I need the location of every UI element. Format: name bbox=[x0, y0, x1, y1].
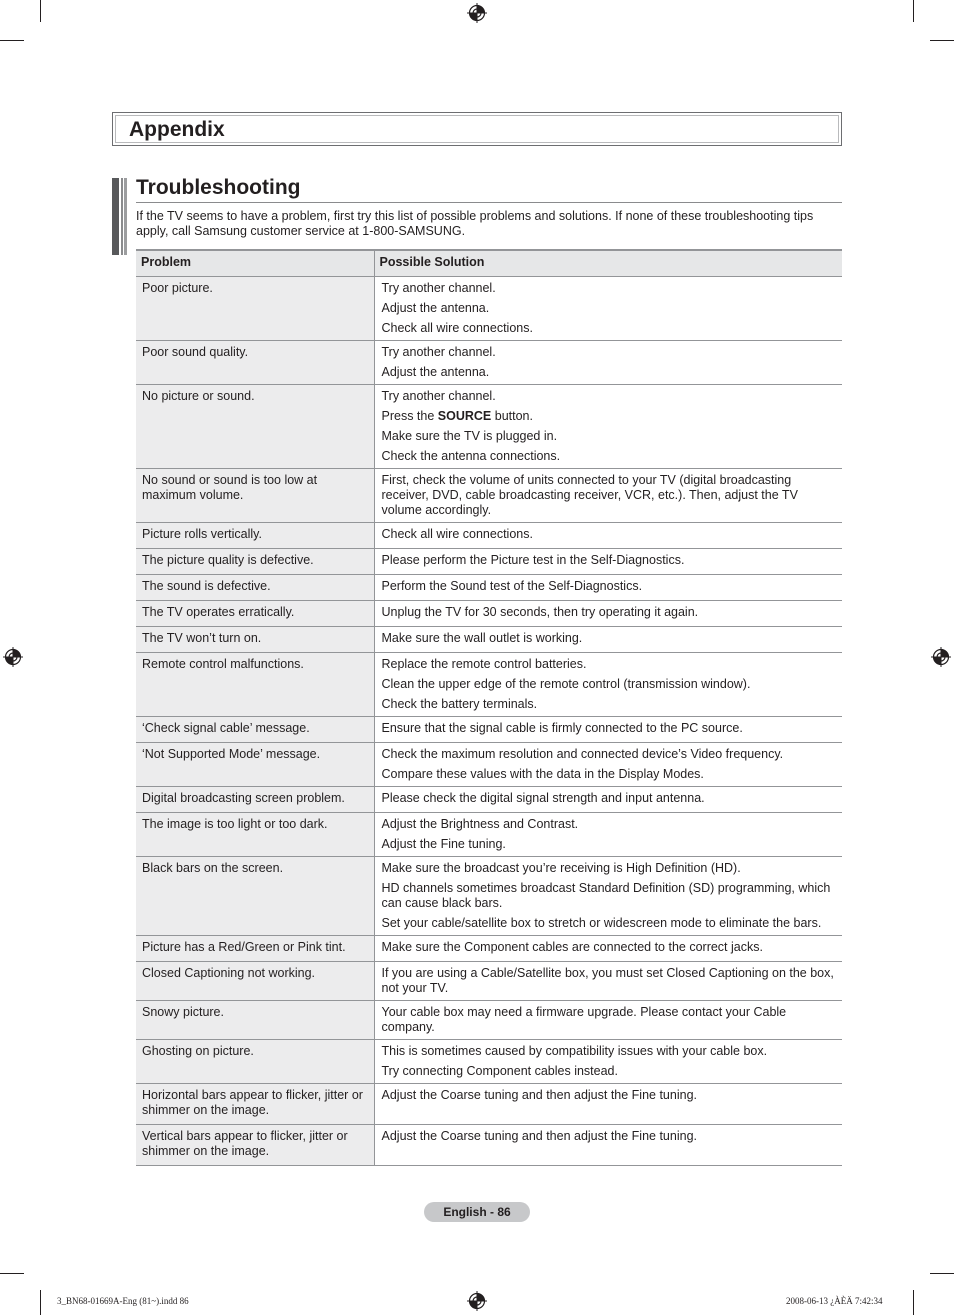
crop-mark bbox=[930, 40, 954, 41]
crop-mark bbox=[930, 1273, 954, 1274]
table-row bbox=[136, 468, 842, 522]
problem-cell: Closed Captioning not working. bbox=[136, 961, 374, 1000]
table-row bbox=[136, 742, 842, 786]
solution-line: If you are using a Cable/Satellite box, you must set Closed Captioning on the box, not your TV. bbox=[381, 965, 834, 995]
solution-line: Adjust the antenna. bbox=[381, 364, 490, 379]
solution-cell bbox=[374, 522, 842, 548]
table-row bbox=[136, 935, 842, 961]
solution-cell bbox=[374, 742, 842, 786]
section-title: Troubleshooting bbox=[136, 176, 301, 199]
table-row bbox=[136, 276, 842, 340]
solution-cell bbox=[374, 1083, 842, 1124]
problem-cell: No picture or sound. bbox=[136, 384, 374, 468]
table-row bbox=[136, 384, 842, 468]
solution-line: Try connecting Component cables instead. bbox=[381, 1063, 618, 1078]
solution-line: Make sure the broadcast you’re receiving is High Definition (HD). bbox=[381, 860, 741, 875]
intro-paragraph: If the TV seems to have a problem, first try this list of possible problems and solutions. If none of these troubleshooting tips apply, call Samsung customer service at 1-800-SAMSUNG. bbox=[136, 209, 814, 238]
solution-line: Unplug the TV for 30 seconds, then try operating it again. bbox=[381, 604, 699, 619]
problem-cell: The picture quality is defective. bbox=[136, 548, 374, 574]
solution-line: Set your cable/satellite box to stretch or widescreen mode to eliminate the bars. bbox=[381, 915, 822, 930]
solution-cell bbox=[374, 1124, 842, 1165]
table-row bbox=[136, 1000, 842, 1039]
crop-mark bbox=[0, 1273, 24, 1274]
solution-line: Try another channel. bbox=[381, 388, 496, 403]
solution-line: Try another channel. bbox=[381, 344, 496, 359]
section-bar bbox=[121, 178, 123, 255]
problem-cell: ‘Not Supported Mode’ message. bbox=[136, 742, 374, 786]
problem-cell: The TV won’t turn on. bbox=[136, 626, 374, 652]
crop-mark bbox=[913, 1290, 914, 1315]
solution-cell bbox=[374, 935, 842, 961]
solution-line: Your cable box may need a firmware upgrade. Please contact your Cable company. bbox=[381, 1004, 787, 1034]
problem-cell: Ghosting on picture. bbox=[136, 1039, 374, 1083]
solution-line: Adjust the Coarse tuning and then adjust the Fine tuning. bbox=[381, 1087, 697, 1102]
solution-cell bbox=[374, 716, 842, 742]
table-row bbox=[136, 574, 842, 600]
table-row bbox=[136, 961, 842, 1000]
solution-line: Adjust the Fine tuning. bbox=[381, 836, 506, 851]
table-row bbox=[136, 600, 842, 626]
solution-line: Please perform the Picture test in the Self-Diagnostics. bbox=[381, 552, 685, 567]
problem-cell: Poor picture. bbox=[136, 276, 374, 340]
table-row bbox=[136, 340, 842, 384]
table-row bbox=[136, 548, 842, 574]
section-bar bbox=[112, 178, 119, 255]
table-row bbox=[136, 626, 842, 652]
table-row bbox=[136, 1124, 842, 1165]
problem-cell: Snowy picture. bbox=[136, 1000, 374, 1039]
solution-line: Check all wire connections. bbox=[381, 320, 533, 335]
solution-cell bbox=[374, 574, 842, 600]
table-row bbox=[136, 1039, 842, 1083]
solution-line: Adjust the Brightness and Contrast. bbox=[381, 816, 579, 831]
problem-cell: The image is too light or too dark. bbox=[136, 812, 374, 856]
table-row bbox=[136, 652, 842, 716]
crop-mark bbox=[913, 0, 914, 22]
solution-cell bbox=[374, 856, 842, 935]
solution-line: HD channels sometimes broadcast Standard Definition (SD) programming, which can cause black bars. bbox=[381, 880, 831, 910]
solution-cell bbox=[374, 384, 842, 468]
registration-mark-icon bbox=[467, 1291, 487, 1311]
solution-line: Compare these values with the data in the Display Modes. bbox=[381, 766, 704, 781]
solution-cell bbox=[374, 652, 842, 716]
column-header-problem: Problem bbox=[136, 250, 374, 276]
table-row bbox=[136, 786, 842, 812]
registration-mark-icon bbox=[3, 647, 23, 667]
solution-cell bbox=[374, 1000, 842, 1039]
problem-cell: Horizontal bars appear to flicker, jitter or shimmer on the image. bbox=[136, 1083, 374, 1124]
solution-line: Perform the Sound test of the Self-Diagnostics. bbox=[381, 578, 643, 593]
solution-cell bbox=[374, 812, 842, 856]
solution-line: First, check the volume of units connected to your TV (digital broadcasting receiver, DVD, cable broadcasting receiver, VCR, etc.). Then, adjust the TV volume accordingly. bbox=[381, 472, 798, 517]
solution-line: This is sometimes caused by compatibility issues with your cable box. bbox=[381, 1043, 768, 1058]
solution-line: Press the SOURCE button. bbox=[381, 408, 533, 423]
column-header-solution: Possible Solution bbox=[374, 250, 842, 276]
table-body bbox=[136, 276, 842, 1165]
solution-cell bbox=[374, 626, 842, 652]
table-header-row bbox=[136, 250, 842, 276]
solution-cell bbox=[374, 468, 842, 522]
solution-cell bbox=[374, 276, 842, 340]
crop-mark bbox=[0, 40, 24, 41]
solution-line: Please check the digital signal strength and input antenna. bbox=[381, 790, 705, 805]
print-slug-filename: 3_BN68-01669A-Eng (81~).indd 86 bbox=[57, 1296, 189, 1306]
section-bar bbox=[124, 178, 127, 255]
solution-cell bbox=[374, 600, 842, 626]
solution-line: Replace the remote control batteries. bbox=[381, 656, 587, 671]
solution-line: Try another channel. bbox=[381, 280, 496, 295]
solution-line: Check the maximum resolution and connected device’s Video frequency. bbox=[381, 746, 784, 761]
problem-cell: Picture rolls vertically. bbox=[136, 522, 374, 548]
problem-cell: Poor sound quality. bbox=[136, 340, 374, 384]
solution-line: Check the battery terminals. bbox=[381, 696, 538, 711]
solution-line: Make sure the TV is plugged in. bbox=[381, 428, 558, 443]
solution-line: Make sure the Component cables are connected to the correct jacks. bbox=[381, 939, 763, 954]
crop-mark bbox=[40, 1290, 41, 1315]
problem-cell: No sound or sound is too low at maximum volume. bbox=[136, 468, 374, 522]
table-row bbox=[136, 522, 842, 548]
solution-line: Ensure that the signal cable is firmly connected to the PC source. bbox=[381, 720, 743, 735]
problem-cell: Remote control malfunctions. bbox=[136, 652, 374, 716]
problem-cell: Digital broadcasting screen problem. bbox=[136, 786, 374, 812]
solution-line: Check the antenna connections. bbox=[381, 448, 561, 463]
solution-line: Adjust the Coarse tuning and then adjust the Fine tuning. bbox=[381, 1128, 697, 1143]
problem-cell: The TV operates erratically. bbox=[136, 600, 374, 626]
solution-line: Clean the upper edge of the remote control (transmission window). bbox=[381, 676, 751, 691]
source-keyword: SOURCE bbox=[437, 408, 492, 423]
table-row bbox=[136, 812, 842, 856]
solution-line: Check all wire connections. bbox=[381, 526, 533, 541]
solution-cell bbox=[374, 786, 842, 812]
table-row bbox=[136, 856, 842, 935]
section-rule bbox=[136, 202, 842, 203]
appendix-header bbox=[112, 112, 842, 146]
registration-mark-icon bbox=[467, 3, 487, 23]
crop-mark bbox=[40, 0, 41, 22]
solution-cell bbox=[374, 961, 842, 1000]
table-row bbox=[136, 716, 842, 742]
solution-cell bbox=[374, 1039, 842, 1083]
problem-cell: Black bars on the screen. bbox=[136, 856, 374, 935]
problem-cell: ‘Check signal cable’ message. bbox=[136, 716, 374, 742]
registration-mark-icon bbox=[931, 647, 951, 667]
solution-cell bbox=[374, 340, 842, 384]
table-row bbox=[136, 1083, 842, 1124]
solution-line: Adjust the antenna. bbox=[381, 300, 490, 315]
problem-cell: Vertical bars appear to flicker, jitter or shimmer on the image. bbox=[136, 1124, 374, 1165]
page-number-badge: English - 86 bbox=[424, 1202, 530, 1222]
print-slug-timestamp: 2008-06-13 ¿ÀÈÄ 7:42:34 bbox=[786, 1296, 883, 1306]
solution-cell bbox=[374, 548, 842, 574]
solution-line: Make sure the wall outlet is working. bbox=[381, 630, 583, 645]
appendix-title: Appendix bbox=[129, 118, 225, 141]
troubleshooting-table bbox=[136, 249, 842, 1166]
problem-cell: The sound is defective. bbox=[136, 574, 374, 600]
problem-cell: Picture has a Red/Green or Pink tint. bbox=[136, 935, 374, 961]
